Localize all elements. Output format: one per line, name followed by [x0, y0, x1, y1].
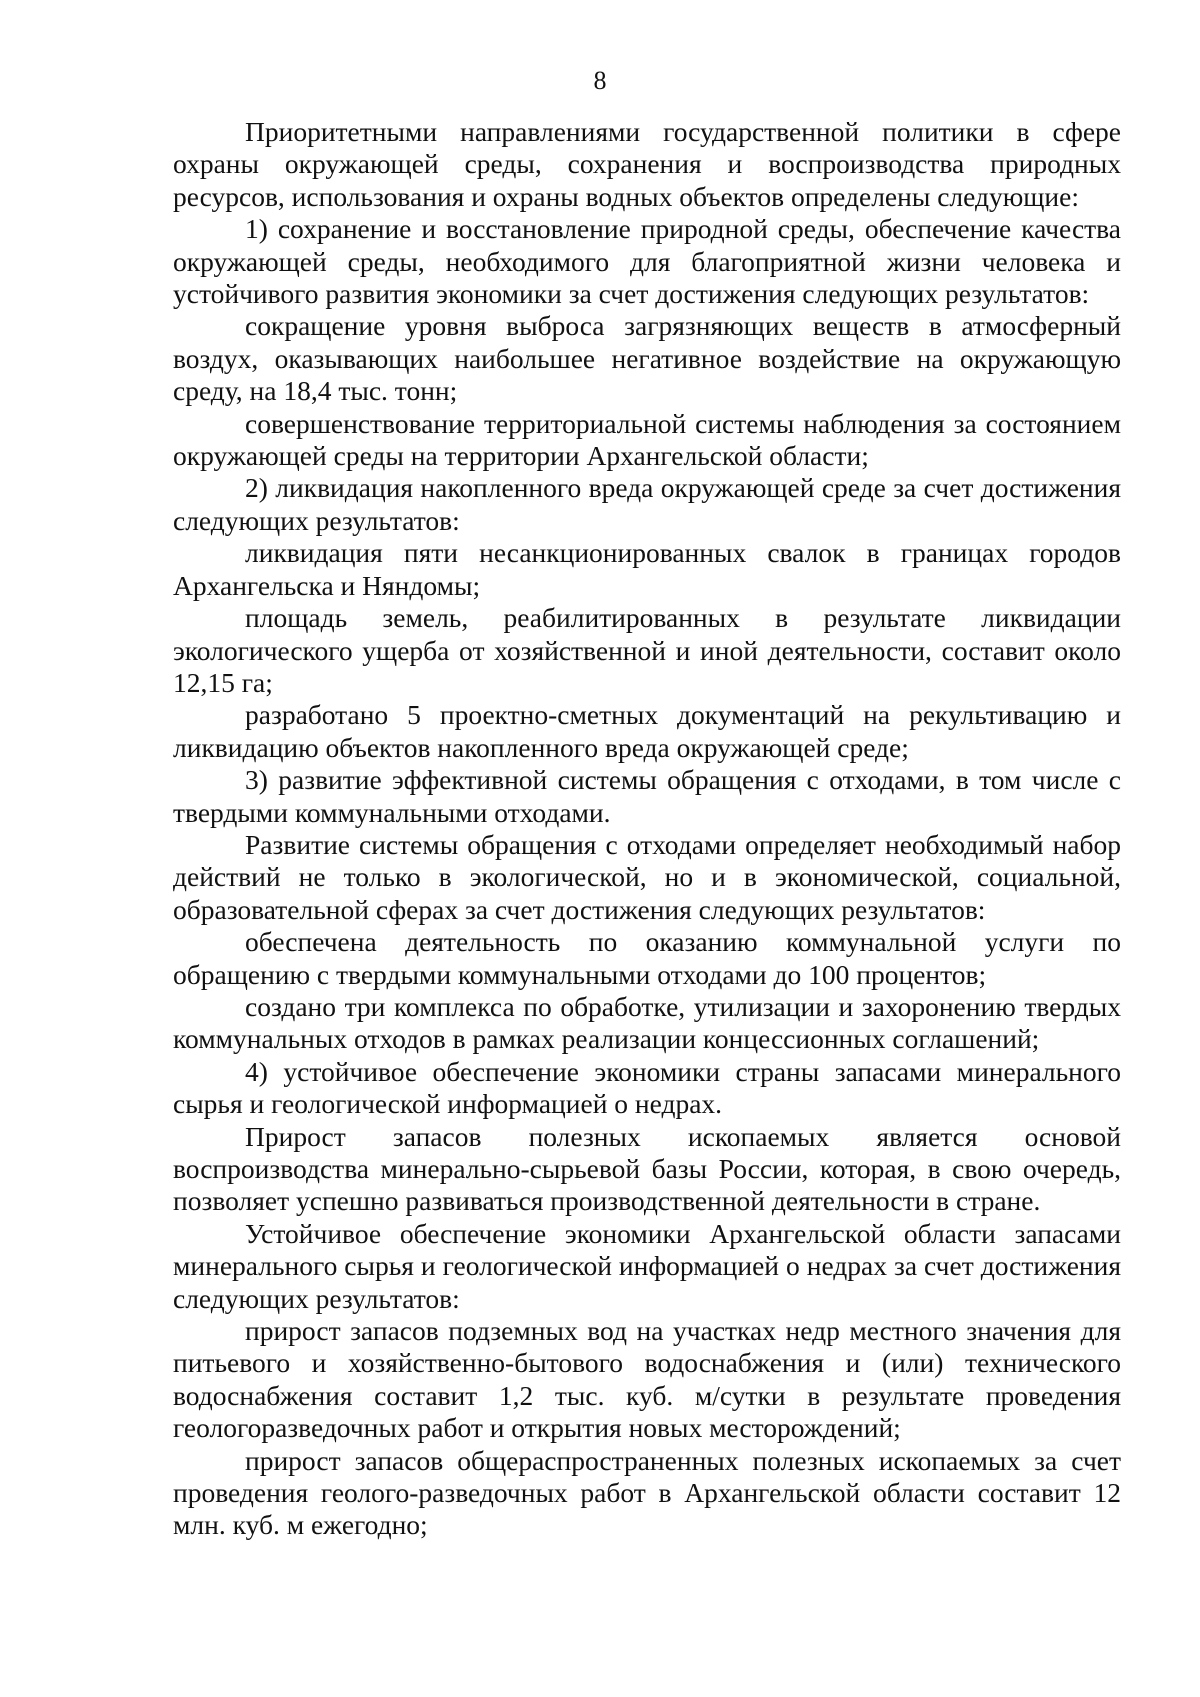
paragraph-mineral-reserves: прирост запасов общераспространенных полезных ископаемых за счет проведения геолого-разведочных работ в Архангельской области составит 12 млн. куб. м ежегодно; — [173, 1444, 1121, 1541]
page-number: 8 — [593, 66, 607, 95]
paragraph-item-1: 1) сохранение и восстановление природной среды, обеспечение качества окружающей среды, необходимого для благоприятной жизни человека и устойчивого развития экономики за счет достижения следующих результатов: — [173, 213, 1121, 310]
paragraph-reserves-growth: Прирост запасов полезных ископаемых является основой воспроизводства минерально-сырьевой базы России, которая, в свою очередь, позволяет успешно развиваться производственной деятельности в стране. — [173, 1120, 1121, 1217]
paragraph-item-4: 4) устойчивое обеспечение экономики страны запасами минерального сырья и геологической информацией о недрах. — [173, 1055, 1121, 1120]
paragraph-design-documentation: разработано 5 проектно-сметных документаций на рекультивацию и ликвидацию объектов накопленного вреда окружающей среде; — [173, 699, 1121, 763]
paragraph-waste-system: Развитие системы обращения с отходами определяет необходимый набор действий не только в экологической, но и в экономической, социальной, образовательной сферах за счет достижения следующих результатов: — [173, 828, 1121, 925]
paragraph-waste-service: обеспечена деятельность по оказанию коммунальной услуги по обращению с твердыми коммунальными отходами до 100 процентов; — [173, 926, 1121, 990]
paragraph-emission-reduction: сокращение уровня выброса загрязняющих веществ в атмосферный воздух, оказывающих наибольшее негативное воздействие на окружающую среду, на 18,4 тыс. тонн; — [173, 310, 1121, 407]
paragraph-waste-complexes: создано три комплекса по обработке, утилизации и захоронению твердых коммунальных отходов в рамках реализации концессионных соглашений; — [173, 990, 1121, 1055]
paragraph-item-2: 2) ликвидация накопленного вреда окружающей среде за счет достижения следующих результатов: — [173, 472, 1121, 536]
paragraph-groundwater-reserves: прирост запасов подземных вод на участках недр местного значения для питьевого и хозяйственно-бытового водоснабжения и (или) технического водоснабжения составит 1,2 тыс. куб. м/сутки в результате проведения геологоразведочных работ и открытия новых месторождений; — [173, 1315, 1121, 1444]
paragraph-land-rehabilitation: площадь земель, реабилитированных в результате ликвидации экологического ущерба от хозяйственной и иной деятельности, составит около 12,15 га; — [173, 602, 1121, 698]
paragraph-monitoring-system: совершенствование территориальной системы наблюдения за состоянием окружающей среды на территории Архангельской области; — [173, 407, 1121, 472]
paragraph-item-3: 3) развитие эффективной системы обращения с отходами, в том числе с твердыми коммунальными отходами. — [173, 764, 1121, 828]
paragraph-priorities-intro: Приоритетными направлениями государственной политики в сфере охраны окружающей среды, сохранения и воспроизводства природных ресурсов, использования и охраны водных объектов определены следующие: — [173, 116, 1121, 212]
paragraph-regional-supply: Устойчивое обеспечение экономики Архангельской области запасами минерального сырья и геологической информацией о недрах за счет достижения следующих результатов: — [173, 1217, 1121, 1314]
paragraph-landfill-liquidation: ликвидация пяти несанкционированных свалок в границах городов Архангельска и Няндомы; — [173, 537, 1121, 601]
document-body — [173, 116, 1121, 1542]
